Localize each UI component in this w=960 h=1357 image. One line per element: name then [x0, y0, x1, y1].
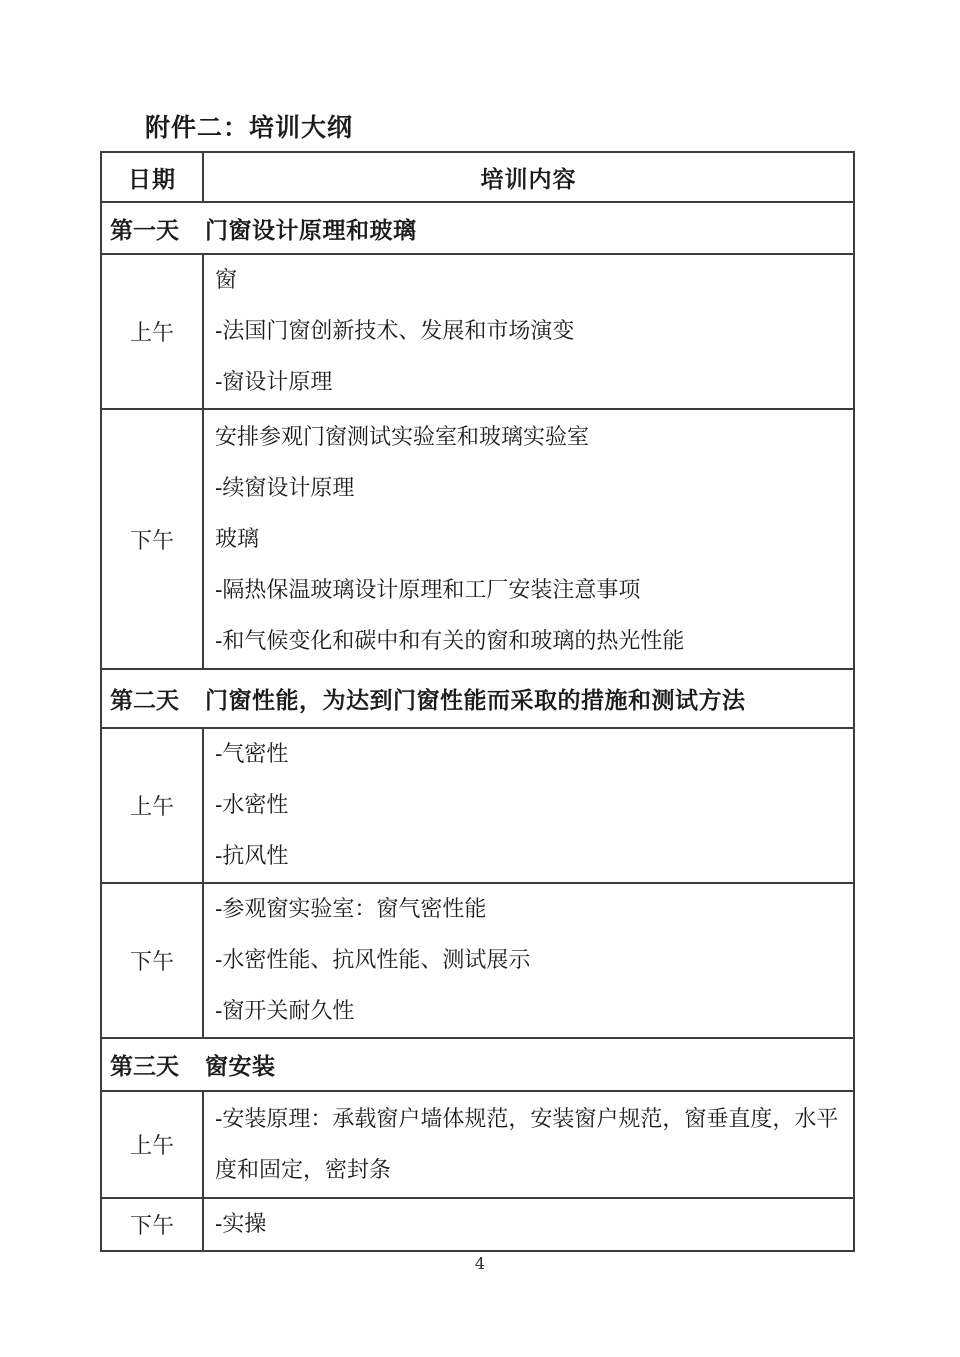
day3-morning-content	[203, 1091, 854, 1198]
attachment-title: 附件二：培训大纲	[145, 113, 354, 142]
day1-morning-row	[101, 254, 854, 409]
content-line: -窗开关耐久性	[215, 999, 355, 1024]
day2-morning-content	[203, 728, 854, 883]
training-outline-table	[100, 151, 855, 1252]
page-number: 4	[474, 1254, 486, 1273]
day3-afternoon-row	[101, 1198, 854, 1251]
day3-section-cell	[101, 1038, 854, 1091]
day1-morning-content	[203, 254, 854, 409]
content-line: -隔热保温玻璃设计原理和工厂安装注意事项	[215, 577, 641, 603]
content-line: -法国门窗创新技术、发展和市场演变	[215, 319, 575, 344]
day1-afternoon-row	[101, 409, 854, 669]
content-line: 安排参观门窗测试实验室和玻璃实验室	[215, 424, 590, 450]
header-content: 培训内容	[203, 152, 854, 202]
day3-topic: 窗安装	[205, 1053, 276, 1080]
header-date: 日期	[101, 152, 203, 202]
day3-afternoon-content	[203, 1198, 854, 1251]
day1-afternoon-time: 下午	[101, 409, 203, 669]
content-line: -续窗设计原理	[215, 475, 355, 501]
day1-section-cell	[101, 202, 854, 254]
content-line: -窗设计原理	[215, 370, 333, 395]
day3-afternoon-time: 下午	[101, 1198, 203, 1251]
content-line: 窗	[215, 268, 238, 293]
day1-topic: 门窗设计原理和玻璃	[205, 216, 417, 244]
table-header-row	[101, 152, 854, 202]
content-line: -和气候变化和碳中和有关的窗和玻璃的热光性能	[215, 628, 685, 654]
content-line: -安装原理：承载窗户墙体规范，安装窗户规范，窗垂直度，水平度和固定，密封条	[215, 1106, 839, 1183]
day2-afternoon-row	[101, 883, 854, 1038]
content-line: -抗风性	[215, 844, 289, 869]
day2-section-cell	[101, 669, 854, 728]
day2-morning-row	[101, 728, 854, 883]
day2-morning-time: 上午	[101, 728, 203, 883]
content-line: -实操	[215, 1212, 267, 1237]
day1-afternoon-content	[203, 409, 854, 669]
content-line: -水密性	[215, 793, 289, 818]
day1-section-row	[101, 202, 854, 254]
content-line: -水密性能、抗风性能、测试展示	[215, 948, 531, 973]
day1-morning-time: 上午	[101, 254, 203, 409]
day3-section-row	[101, 1038, 854, 1091]
day1-label: 第一天	[110, 216, 179, 244]
content-line: 玻璃	[215, 526, 260, 552]
content-line: -参观窗实验室：窗气密性能	[215, 897, 487, 922]
day3-morning-time: 上午	[101, 1091, 203, 1198]
day2-afternoon-content	[203, 883, 854, 1038]
day2-afternoon-time: 下午	[101, 883, 203, 1038]
day3-morning-row	[101, 1091, 854, 1198]
content-line: -气密性	[215, 742, 289, 767]
day3-label: 第三天	[110, 1053, 179, 1080]
day2-topic: 门窗性能，为达到门窗性能而采取的措施和测试方法	[205, 687, 746, 714]
day2-label: 第二天	[110, 687, 179, 714]
day2-section-row	[101, 669, 854, 728]
